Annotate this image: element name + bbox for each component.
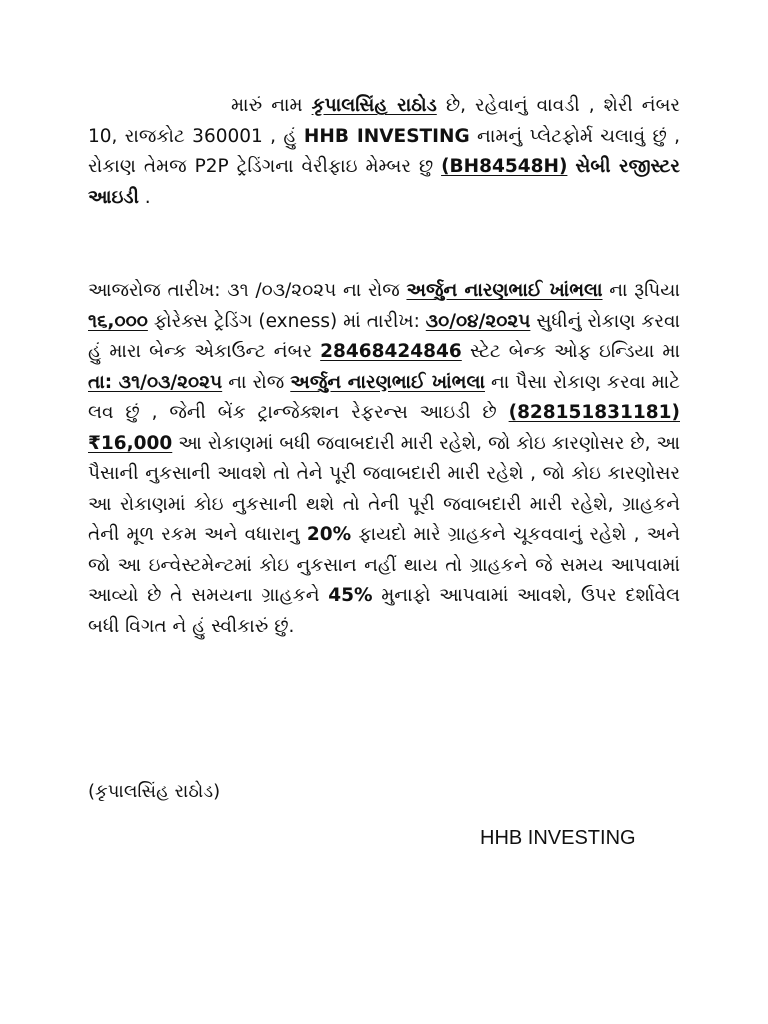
signature-company: HHB INVESTING: [480, 827, 636, 849]
agreement-text-8: આ રોકાણમાં બધી જવાબદારી મારી રહેશે, જો કોઇ કારણોસર છે, આ પૈસાની નુકસાની આવશે તો તેને પૂરી જવાબદારી મારી રહેશે , જો કોઇ કારણોસર આ રોકાણમાં કોઇ નુકસાની થશે તો તેની પૂરી જવાબદારી મારી રહેશે, ગ્રાહકને તેની મૂળ રકમ અને વધારાનુ: [88, 432, 680, 545]
intro-end-text: .: [138, 186, 151, 208]
agreement-text-4: સુધીનું રોકાણ કરવા હું મારા બેન્ક એકાઉન્ટ નંબર: [88, 310, 680, 362]
agreement-text-5: સ્ટેટ બેન્ક ઓફ ઇન્ડિયા મા: [461, 341, 680, 362]
agreement-text-3: ફોરેક્સ ટ્રેડિંગ (exness) માં તારીખ:: [147, 310, 426, 332]
transaction-date: તા: ૩૧/૦૩/૨૦૨૫: [88, 371, 223, 393]
agreement-date-text: આજરોજ તારીખ: ૩૧ /૦૩/૨૦૨૫ ના રોજ: [88, 280, 407, 301]
platform-name: HHB INVESTING: [303, 125, 470, 147]
until-date: ૩૦/૦૪/૨૦૨૫: [425, 310, 531, 332]
profit-percent-20: 20%: [306, 524, 352, 545]
sebi-label: સેબી રજીસ્ટર આઇડી: [88, 156, 680, 208]
client-name-repeat: અર્જુન નારણભાઈ ખાંભલા: [290, 371, 485, 393]
agreement-text-10: મુનાફો આપવામાં આવશે, ઉપર દર્શાવેલ બધી વિગત ને હું સ્વીકારું છું.: [88, 585, 680, 637]
profit-percent-45: 45%: [328, 585, 373, 606]
paragraph-introduction: [88, 91, 680, 213]
agreement-text-9: ફાયદો મારે ગ્રાહકને ચૂકવવાનું રહેશે , અને જો આ ઇન્વેસ્ટમેન્ટમાં કોઇ નુકસાન નહીં થાય તો ગ્રાહકને જે સમય આપવામાં આવ્યો છે તે સમયના ગ્રાહકને: [88, 524, 681, 606]
agreement-text-2: ના રૂપિયા: [602, 280, 680, 301]
intro-address-text: છે, રહેવાનું વાવડી , શેરી નંબર 10, રાજકોટ 360001 , હું: [88, 95, 680, 147]
agreement-text-6: ના રોજ: [222, 371, 291, 393]
transaction-reference: (828151831181) ₹16,000: [88, 402, 680, 454]
amount-gujarati: ૧૬,૦૦૦: [88, 310, 148, 332]
agreement-text-7: ના પૈસા રોકાણ કરવા માટે લવ છું , જેની બેંક ટ્રાન્જેક્શન રેફરન્સ આઇડી છે: [88, 371, 680, 423]
signature-name: (કૃપાલસિંહ રાઠોડ): [88, 781, 221, 802]
paragraph-agreement: [88, 276, 680, 642]
intro-text: મારું નામ: [231, 95, 312, 116]
sebi-id: (BH84548H): [441, 156, 568, 177]
intro-role-text: નામનું પ્લેટફોર્મ ચલાવું છું , રોકાણ તેમજ P2P ટ્રેડિંગના વેરીફાઇ મેમ્બર છુ: [88, 125, 680, 177]
author-name: કૃપાલસિંહ રાઠોડ: [311, 95, 437, 116]
client-name: અર્જુન નારણભાઈ ખાંભલા: [406, 280, 603, 301]
account-number: 28468424846: [320, 341, 462, 362]
